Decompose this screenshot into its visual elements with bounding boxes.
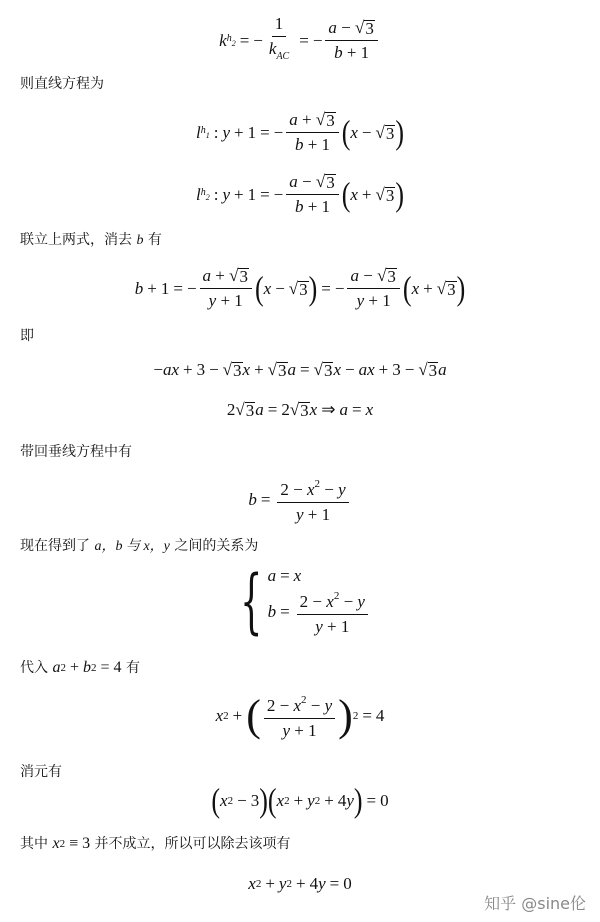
paragraph-namely: 即	[20, 328, 34, 344]
paragraph-relation: 现在得到了 a，b 与 x，y 之间的关系为	[20, 538, 259, 554]
equation-slope-h2: k $h_2$ = − $\frac{1}{k_{AC}}$ = − a − √ 3 b + 1	[0, 14, 600, 67]
equation-a-equals-x: 2 √ 3 a = 2 √ 3 x ⇒ a = x	[226, 400, 374, 420]
equation-factored: ( x 2 − 3 ) ( x 2 + y 2 + 4 y ) = 0	[211, 781, 389, 820]
equation-substituted: x 2 + ( $\frac{2 - x^2 - y}{y + 1}$ ) 2 = 4	[215, 690, 385, 740]
paragraph-discard-term: 其中 x 2 ≡ 3 并不成立，所以可以除去该项有	[20, 835, 291, 852]
equation-b-expression: b = $\frac{2 - x^2 - y}{y + 1}$	[0, 474, 600, 525]
paragraph-substitute-back: 带回垂线方程中有	[20, 444, 132, 460]
equation-system: { a = x b = $\frac{2 - x^2 - y}{y + 1}$	[0, 566, 600, 637]
paragraph-line-equations: 则直线方程为	[20, 76, 104, 92]
equation-b-plus-1: b + 1 = − a + √ 3 y + 1 ( x − √ 3 ) = − a − √ 3 y + 1 ( x + √ 3 )	[134, 266, 466, 310]
paragraph-eliminate: 消元有	[20, 764, 62, 780]
paragraph-eliminate-b: 联立上两式，消去 b 有	[20, 232, 162, 248]
watermark: 知乎 @sine伦	[484, 894, 586, 913]
equation-expanded: − ax + 3 − √ 3 x + √ 3 a = √ 3 x − ax + 3 − √ 3 a	[153, 360, 447, 380]
equation-line-h2: l $h_2$ : y + 1 = − a − √ 3 b + 1 ( x + √ 3 )	[195, 172, 405, 216]
equation-final-circle: x 2 + y 2 + 4 y = 0	[248, 874, 352, 893]
equation-line-h1: l $h_1$ : y + 1 = − a + √ 3 b + 1 ( x − √ 3 )	[195, 110, 405, 154]
paragraph-substitute-circle: 代入 a 2 + b 2 = 4 有	[20, 659, 140, 676]
